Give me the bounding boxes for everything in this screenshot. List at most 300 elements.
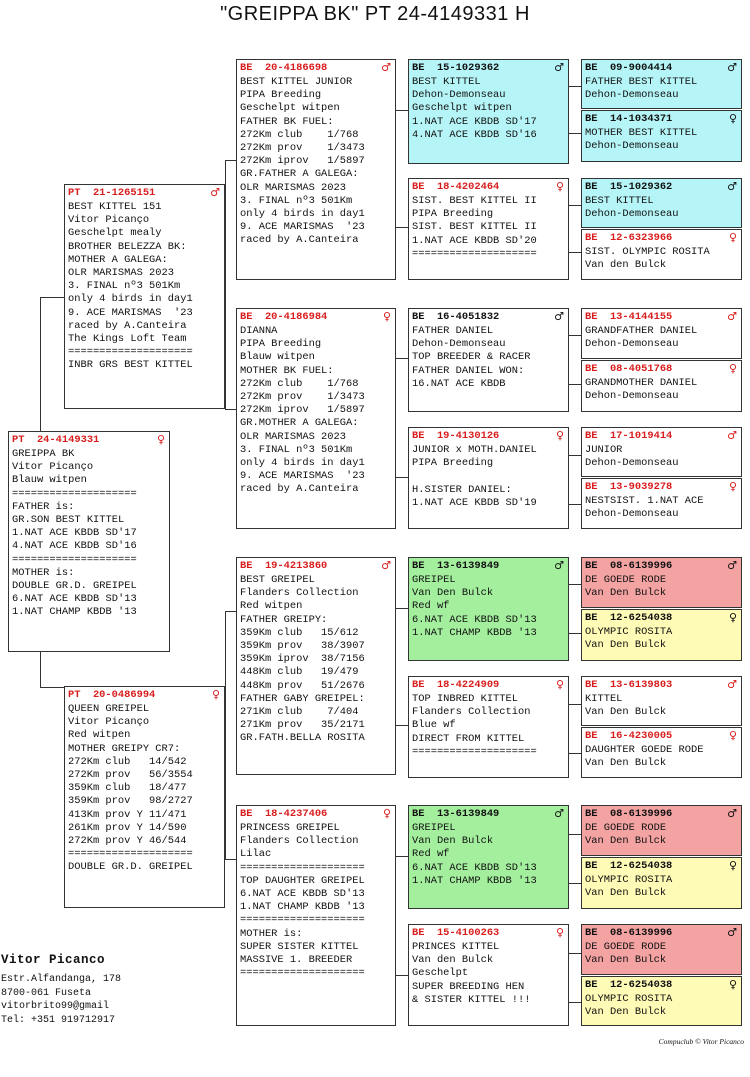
male-symbol-icon: ♂ [554,559,564,572]
pedigree-card-dss [408,557,569,661]
card-line: 272Km prov 56/3554 [68,768,193,781]
ring-number: BE 19-4130126 [412,430,500,442]
card-line: 271Km prov 35/2171 [240,719,365,732]
card-line: ==================== [240,861,365,874]
card-line: PIPA Breeding [240,338,322,351]
card-line: 272Km iprov 1/5897 [240,404,365,417]
pedigree-card-dam [64,686,225,908]
connector-dss [568,584,581,634]
card-line: raced by A.Canteira [68,319,187,332]
ring-number: PT 21-1265151 [68,187,156,199]
female-symbol-icon: ♀ [728,729,737,742]
card-line: Blauw witpen [12,474,87,487]
card-line: Van Den Bulck [585,706,667,719]
card-line: 1.NAT CHAMP KBDB '13 [240,901,365,914]
card-line: Red witpen [68,729,131,742]
card-header [585,232,738,246]
male-symbol-icon: ♂ [381,61,391,74]
card-line: Van Den Bulck [585,639,667,652]
owner-phone-line: Tel: +351 919712917 [1,1014,116,1026]
card-line: OLR MARISMAS 2023 [68,266,175,279]
pedigree-card-ssd [408,178,569,280]
card-header [240,311,392,325]
ring-number: BE 15-1029362 [412,62,500,74]
pedigree-card-dsd [408,676,569,778]
connector-sd [394,358,408,478]
card-header [585,62,738,76]
female-symbol-icon: ♀ [728,480,737,493]
ring-number: BE 08-6139996 [585,808,673,820]
female-symbol-icon: ♀ [555,180,564,193]
pedigree-card-dd [236,805,396,1026]
card-line: Van Den Bulck [585,887,667,900]
card-line: PRINCES KITTEL [412,941,500,953]
card-line: Dehon-Demonseau [585,338,679,351]
card-header [585,979,738,993]
card-line: MOTHER BEST KITTEL [585,127,698,139]
card-line: Red wf [412,848,450,861]
pedigree-card-sd [236,308,396,529]
ring-number: BE 12-6323966 [585,232,673,244]
pedigree-card-g5 [581,308,742,359]
card-line: SIST. BEST KITTEL II [412,221,537,234]
card-line: 3. FINAL nº3 501Km [240,194,353,207]
ring-number: BE 15-1029362 [585,181,673,193]
card-line: Van Den Bulck [585,587,667,600]
card-line: 359Km club 18/477 [68,782,187,795]
owner-email-line: vitorbrito99@gmail [1,1001,110,1012]
owner-block [1,953,121,1027]
owner-address-line: Estr.Alfandanga, 178 [1,974,122,985]
card-line: Van den Bulck [412,954,494,967]
card-header [412,679,565,693]
card-line: BEST KITTEL 151 [68,201,162,213]
card-line: GREIPEL [412,574,456,586]
card-header [585,481,738,495]
card-header [585,860,738,874]
card-line: DOUBLE GR.D. GREIPEL [68,861,193,874]
pedigree-card-g11 [581,676,742,726]
card-line: FATHER DANIEL [412,325,494,337]
card-header [412,927,565,941]
card-header [585,730,738,744]
card-line: 271Km club 7/404 [240,705,359,718]
card-line: ==================== [12,553,137,566]
card-line: FATHER GABY GREIPEL: [240,692,365,705]
pedigree-card-g3 [581,178,742,228]
card-line: Lilac [240,848,272,861]
card-header [585,363,738,377]
card-line: Dehon-Demonseau [585,457,679,470]
card-line: SUPER BREEDING HEN [412,980,525,993]
ring-number: BE 12-6254038 [585,979,673,991]
card-line: 359Km prov 98/2727 [68,795,193,808]
female-symbol-icon: ♀ [382,310,391,323]
card-line: Red wf [412,600,450,613]
male-symbol-icon: ♂ [554,807,564,820]
card-line: DE GOEDE RODE [585,941,667,953]
card-line: ==================== [12,487,137,500]
female-symbol-icon: ♀ [555,926,564,939]
female-symbol-icon: ♀ [728,611,737,624]
connector-dsd [568,704,581,754]
card-header [68,689,221,703]
pedigree-card-g15 [581,924,742,975]
connector-sss [568,86,581,134]
card-line: 9. ACE MARISMAS '23 [68,306,193,319]
card-line: MOTHER GREIPY CR7: [68,742,181,755]
pedigree-card-g12 [581,727,742,778]
card-line: Van Den Bulck [585,1006,667,1019]
card-line: GR.SON BEST KITTEL [12,513,125,526]
pedigree-card-ss [236,59,396,280]
connector-ss [394,110,408,228]
ring-number: BE 08-6139996 [585,927,673,939]
card-line: GR.FATHER A GALEGA: [240,168,359,181]
card-line: JUNIOR x MOTH.DANIEL [412,444,537,456]
card-line: 1.NAT ACE KBDB SD'17 [412,115,537,128]
card-line: Dehon-Demonseau [585,508,679,521]
card-line: OLYMPIC ROSITA [585,874,673,886]
card-line: 3. FINAL nº3 501Km [240,443,353,456]
pedigree-card-g9 [581,557,742,608]
card-line: Van Den Bulck [412,587,494,600]
ring-number: BE 12-6254038 [585,612,673,624]
card-header [240,808,392,822]
card-line: FATHER GREIPY: [240,613,328,626]
pedigree-card-g2 [581,110,742,162]
card-line: ==================== [240,914,365,927]
footer-credit: Compuclub © Vitor Picanco [658,1037,744,1046]
card-line: 272Km iprov 1/5897 [240,155,365,168]
card-line: Blauw witpen [240,351,315,364]
card-line: KITTEL [585,693,623,705]
card-line: 359Km iprov 38/7156 [240,653,365,666]
card-line: GREIPEL [412,822,456,834]
card-line: TOP DAUGHTER GREIPEL [240,874,365,887]
pedigree-card-subject [8,431,170,652]
card-line: PRINCESS GREIPEL [240,822,340,834]
pedigree-card-g8 [581,478,742,529]
connector-ds [394,608,408,726]
card-header [585,113,738,127]
ring-number: BE 14-1034371 [585,113,673,125]
pedigree-card-ds [236,557,396,775]
card-line: Dehon-Demonseau [585,140,679,153]
card-line: 272Km club 14/542 [68,755,187,768]
ring-number: PT 24-4149331 [12,434,100,446]
card-line: raced by A.Canteira [240,234,359,247]
pedigree-card-g14 [581,857,742,909]
pedigree-card-sire [64,184,225,409]
card-line: 261Km prov Y 14/590 [68,821,187,834]
card-line: 3. FINAL nº3 501Km [68,280,181,293]
card-line: Dehon-Demonseau [412,338,506,351]
card-line: Van den Bulck [585,259,667,272]
card-line: MOTHER A GALEGA: [68,253,168,266]
card-line: OLYMPIC ROSITA [585,993,673,1005]
male-symbol-icon: ♂ [727,807,737,820]
card-line: ==================== [68,346,193,359]
card-header [12,434,166,448]
card-header [585,560,738,574]
card-line: Flanders Collection [240,835,359,848]
ring-number: BE 13-4144155 [585,311,673,323]
male-symbol-icon: ♂ [210,186,220,199]
card-line: 9. ACE MARISMAS '23 [240,470,365,483]
card-line: 6.NAT ACE KBDB SD'13 [240,887,365,900]
card-line: only 4 birds in day1 [240,207,365,220]
ring-number: BE 12-6254038 [585,860,673,872]
card-line: PIPA Breeding [412,457,494,470]
card-line: JUNIOR [585,444,623,456]
connector-dd [394,856,408,976]
ring-number: PT 20-0486994 [68,689,156,701]
card-line: Geschelpt witpen [240,102,340,115]
card-header [585,311,738,325]
ring-number: BE 08-6139996 [585,560,673,572]
card-line: FATHER is: [12,500,75,513]
card-line: FATHER BK FUEL: [240,115,334,128]
card-line: 1.NAT ACE KBDB SD'19 [412,496,537,509]
card-line: Geschelpt [412,967,469,980]
male-symbol-icon: ♂ [381,559,391,572]
card-line: raced by A.Canteira [240,483,359,496]
card-line: Red witpen [240,600,303,613]
card-line: OLYMPIC ROSITA [585,626,673,638]
card-line: Dehon-Demonseau [585,208,679,221]
card-line: 359Km club 15/612 [240,626,359,639]
card-line: Dehon-Demonseau [585,390,679,403]
card-header [412,181,565,195]
card-line: DIANNA [240,325,278,337]
ring-number: BE 15-4100263 [412,927,500,939]
ring-number: BE 13-6139803 [585,679,673,691]
card-header [412,560,565,574]
male-symbol-icon: ♂ [727,926,737,939]
owner-name: Vitor Picanco [1,953,106,967]
card-line: Geschelpt mealy [68,227,162,240]
card-line: 4.NAT ACE KBDB SD'16 [12,540,137,553]
female-symbol-icon: ♀ [728,978,737,991]
female-symbol-icon: ♀ [728,859,737,872]
card-line: SIST. OLYMPIC ROSITA [585,246,710,258]
card-line: Flanders Collection [412,706,531,719]
card-line: SIST. BEST KITTEL II [412,195,537,207]
card-line: 1.NAT CHAMP KBDB '13 [412,626,537,639]
card-line: ==================== [240,967,365,980]
card-line: PIPA Breeding [240,89,322,102]
card-line: 272Km club 1/768 [240,128,359,141]
card-line: 9. ACE MARISMAS '23 [240,221,365,234]
card-line: Van Den Bulck [412,835,494,848]
card-header [412,808,565,822]
card-line: H.SISTER DANIEL: [412,483,512,496]
ring-number: BE 16-4051832 [412,311,500,323]
card-header [585,927,738,941]
male-symbol-icon: ♂ [727,310,737,323]
card-header [585,430,738,444]
connector-ssd [568,205,581,253]
card-line: 448Km prov 51/2676 [240,679,365,692]
ring-number: BE 18-4202464 [412,181,500,193]
card-line: 413Km prov Y 11/471 [68,808,187,821]
female-symbol-icon: ♀ [555,429,564,442]
card-header [240,560,392,574]
card-line: Vitor Picanço [68,716,150,729]
card-header [585,612,738,626]
card-line: BEST KITTEL [412,76,481,88]
ring-number: BE 20-4186698 [240,62,328,74]
card-line: Flanders Collection [240,587,359,600]
card-line: INBR GRS BEST KITTEL [68,359,193,372]
card-line: GR.FATH.BELLA ROSITA [240,732,365,745]
connector-sdd [568,455,581,505]
card-line: TOP INBRED KITTEL [412,693,519,705]
pedigree-card-ddd [408,924,569,1026]
card-line: Dehon-Demonseau [585,89,679,102]
female-symbol-icon: ♀ [728,112,737,125]
card-line: & SISTER KITTEL !!! [412,993,531,1006]
female-symbol-icon: ♀ [156,433,165,446]
male-symbol-icon: ♂ [727,429,737,442]
card-header [585,679,738,693]
card-line: DOUBLE GR.D. GREIPEL [12,579,137,592]
card-header [412,62,565,76]
male-symbol-icon: ♂ [727,559,737,572]
card-line: MOTHER is: [12,566,75,579]
card-line: only 4 birds in day1 [68,293,193,306]
card-line: ==================== [412,247,537,260]
card-line: Van Den Bulck [585,835,667,848]
card-line: BROTHER BELEZZA BK: [68,240,187,253]
card-line: Vitor Picanço [68,214,150,227]
connector-dds [568,834,581,884]
card-line: BEST KITTEL JUNIOR [240,76,353,88]
card-line: 1.NAT ACE KBDB SD'20 [412,234,537,247]
card-line: GRANDFATHER DANIEL [585,325,698,337]
card-line: 1.NAT CHAMP KBDB '13 [412,874,537,887]
pedigree-card-dds [408,805,569,909]
pedigree-card-g6 [581,360,742,412]
owner-postal-line: 8700-061 Fuseta [1,987,92,999]
card-line: 272Km prov 1/3473 [240,141,365,154]
page-title: "GREIPPA BK" PT 24-4149331 H [220,3,530,25]
card-line: 4.NAT ACE KBDB SD'16 [412,128,537,141]
card-line: only 4 birds in day1 [240,456,365,469]
card-line: ==================== [68,848,193,861]
card-line: QUEEN GREIPEL [68,703,150,715]
card-line: 272Km prov Y 46/544 [68,834,187,847]
card-line: Dehon-Demonseau [412,89,506,102]
card-line: Van Den Bulck [585,954,667,967]
card-line: Vitor Picanço [12,461,94,474]
ring-number: BE 18-4224909 [412,679,500,691]
card-line: 272Km club 1/768 [240,377,359,390]
ring-number: BE 19-4213860 [240,560,328,572]
card-line: MOTHER BK FUEL: [240,364,334,377]
pedigree-card-g10 [581,609,742,661]
card-line: DE GOEDE RODE [585,822,667,834]
male-symbol-icon: ♂ [727,678,737,691]
card-line: The Kings Loft Team [68,332,187,345]
card-line: NESTSIST. 1.NAT ACE [585,495,704,507]
card-header [412,430,565,444]
card-line: 6.NAT ACE KBDB SD'13 [412,613,537,626]
card-line: ==================== [412,745,537,758]
pedigree-card-g7 [581,427,742,477]
ring-number: BE 16-4230005 [585,730,673,742]
ring-number: BE 20-4186984 [240,311,328,323]
card-line: 1.NAT CHAMP KBDB '13 [12,606,137,619]
female-symbol-icon: ♀ [728,362,737,375]
card-line: OLR MARISMAS 2023 [240,430,347,443]
ring-number: BE 13-9039278 [585,481,673,493]
card-line: GR.MOTHER A GALEGA: [240,417,359,430]
card-line: FATHER DANIEL WON: [412,364,525,377]
male-symbol-icon: ♂ [554,61,564,74]
ring-number: BE 13-6139849 [412,808,500,820]
card-line: MOTHER is: [240,927,303,940]
ring-number: BE 13-6139849 [412,560,500,572]
card-line: Blue wf [412,719,456,732]
card-line: GRANDMOTHER DANIEL [585,377,698,389]
card-line: Geschelpt witpen [412,102,512,115]
female-symbol-icon: ♀ [211,688,220,701]
connector-ddd [568,953,581,1003]
female-symbol-icon: ♀ [382,807,391,820]
card-line: MASSIVE 1. BREEDER [240,953,353,966]
card-header [68,187,221,201]
card-line: OLR MARISMAS 2023 [240,181,347,194]
card-line: SUPER SISTER KITTEL [240,940,359,953]
card-line: BEST GREIPEL [240,574,315,586]
card-line: PIPA Breeding [412,208,494,221]
ring-number: BE 17-1019414 [585,430,673,442]
male-symbol-icon: ♂ [727,180,737,193]
pedigree-card-sss [408,59,569,164]
ring-number: BE 09-9004414 [585,62,673,74]
pedigree-card-sdd [408,427,569,529]
pedigree-card-g16 [581,976,742,1026]
male-symbol-icon: ♂ [554,310,564,323]
card-header [585,181,738,195]
card-line: BEST KITTEL [585,195,654,207]
card-line [412,470,565,483]
card-header [412,311,565,325]
female-symbol-icon: ♀ [555,678,564,691]
card-line: Van Den Bulck [585,757,667,770]
card-line: 448Km club 19/479 [240,666,359,679]
male-symbol-icon: ♂ [727,61,737,74]
card-line: TOP BREEDER & RACER [412,351,531,364]
card-line: 6.NAT ACE KBDB SD'13 [412,861,537,874]
card-header [240,62,392,76]
connector-sds [568,335,581,385]
card-line: 272Km prov 1/3473 [240,390,365,403]
pedigree-card-g1 [581,59,742,109]
card-line: GREIPPA BK [12,448,75,460]
ring-number: BE 08-4051768 [585,363,673,375]
card-header [585,808,738,822]
card-line: DIRECT FROM KITTEL [412,732,525,745]
card-line: 6.NAT ACE KBDB SD'13 [12,593,137,606]
card-line: 1.NAT ACE KBDB SD'17 [12,527,137,540]
ring-number: BE 18-4237406 [240,808,328,820]
pedigree-card-sds [408,308,569,412]
pedigree-card-g13 [581,805,742,856]
card-line: 359Km prov 38/3907 [240,639,365,652]
